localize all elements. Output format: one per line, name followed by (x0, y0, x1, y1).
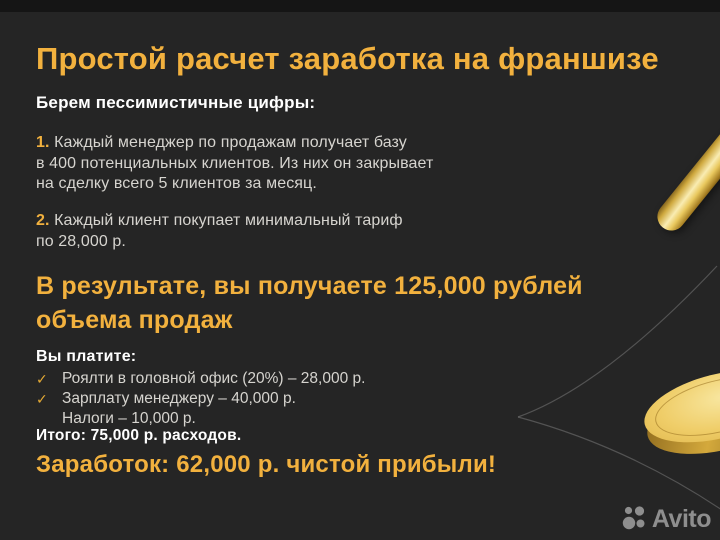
point-1-number: 1. (36, 134, 50, 151)
result-heading (36, 269, 583, 337)
point-2-text: Каждый клиент покупает минимальный тариф (54, 212, 403, 229)
point-1 (36, 133, 433, 195)
coin-face-icon (637, 357, 720, 468)
expense-row (36, 409, 365, 429)
expense-row (36, 369, 365, 389)
avito-watermark (622, 505, 711, 532)
expense-text: Роялти в головной офис (20%) – 28,000 р. (62, 370, 366, 387)
check-spacer (36, 409, 62, 429)
point-2-number: 2. (36, 212, 50, 229)
result-line-2: объема продаж (36, 306, 233, 334)
total-line: Итого: 75,000 р. расходов. (36, 427, 242, 444)
point-1-line-2: в 400 потенциальных клиентов. Из них он закрывает (36, 154, 434, 172)
result-line-1: В результате, вы получаете 125,000 рублей (36, 272, 583, 300)
point-2-line-1 (36, 211, 403, 232)
expense-text: Налоги – 10,000 р. (62, 410, 196, 427)
point-1-line-1 (36, 133, 433, 154)
profit-line: Заработок: 62,000 р. чистой прибыли! (36, 451, 497, 478)
point-1-text: Каждый менеджер по продажам получает базу (54, 134, 407, 151)
expenses-list (36, 369, 365, 429)
expense-text: Зарплату менеджеру – 40,000 р. (62, 390, 296, 407)
top-border-strip (0, 0, 720, 12)
intro-label: Берем пессимистичные цифры: (36, 93, 316, 112)
coin-edge-icon (652, 124, 720, 236)
expense-row (36, 389, 365, 409)
check-icon: ✓ (36, 371, 48, 387)
page-title: Простой расчет заработка на франшизе (36, 41, 659, 76)
avito-logo-icon (622, 505, 649, 532)
point-1-line-3: на сделку всего 5 клиентов за месяц. (36, 175, 317, 192)
expenses-label: Вы платите: (36, 348, 137, 365)
point-2-line-2: по 28,000 р. (36, 232, 126, 250)
point-2 (36, 211, 403, 252)
avito-wordmark: Avito (651, 504, 711, 533)
check-icon: ✓ (36, 391, 48, 407)
